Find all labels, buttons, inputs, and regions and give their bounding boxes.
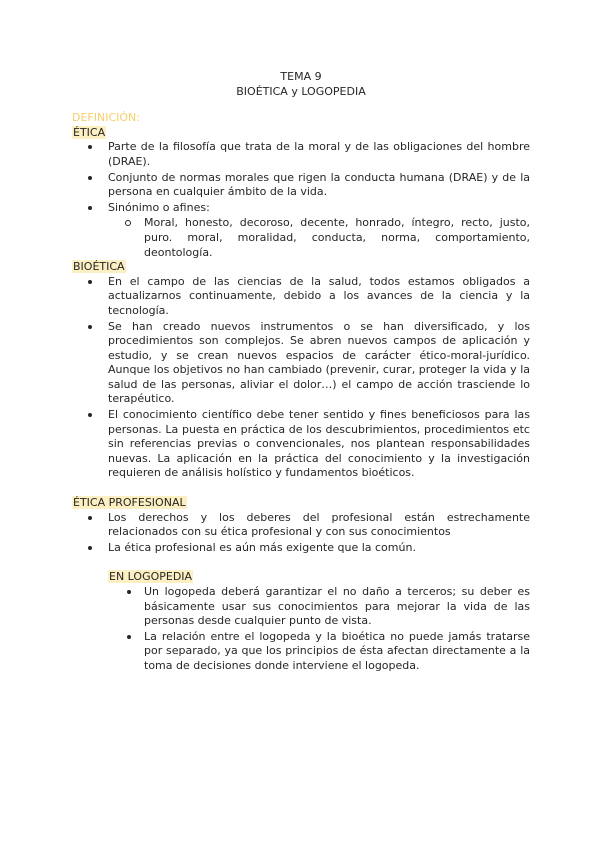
list-item: Parte de la filosofía que trata de la moral y de las obligaciones del hombre (DRAE).	[72, 140, 530, 169]
etica-heading-text: ÉTICA	[73, 125, 106, 139]
document-title: BIOÉTICA y LOGOPEDIA	[236, 84, 366, 98]
topic-number: TEMA 9	[280, 70, 322, 83]
spacer	[72, 556, 530, 570]
spacer	[72, 482, 530, 496]
section-heading-etica-profesional	[72, 496, 530, 511]
list-item: El conocimiento científico debe tener sentido y fines beneficiosos para las personas. La puesta en práctica de los descubrimientos, procedimientos etc sin referencias previas o convencionales, nos plantean responsabilidades nuevas. La aplicación en la práctica del conocimiento y la investigación requieren de análisis holístico y fundamentos bioéticos.	[72, 408, 530, 481]
list-item: La relación entre el logopeda y la bioética no puede jamás tratarse por separado, ya que los principios de ésta afectan directamente a la toma de decisiones donde interviene el logopeda.	[72, 630, 530, 674]
section-heading-en-logopedia	[72, 570, 530, 585]
en-logopedia-heading-text: EN LOGOPEDIA	[109, 570, 193, 584]
bioetica-list	[72, 275, 530, 481]
list-item: Un logopeda deberá garantizar el no daño a terceros; su deber es básicamente usar sus conocimientos para mejorar la vida de las personas desde cualquier punto de vista.	[72, 585, 530, 629]
etica-profesional-heading-text: ÉTICA PROFESIONAL	[73, 496, 186, 510]
en-logopedia-list	[72, 585, 530, 674]
definition-label: DEFINICIÓN:	[72, 111, 140, 125]
list-item: La ética profesional es aún más exigente que la común.	[72, 541, 530, 556]
list-item: Sinónimo o afines:	[72, 201, 530, 216]
title-block	[72, 70, 530, 99]
etica-list	[72, 140, 530, 215]
section-heading-etica	[72, 126, 530, 141]
bioetica-heading-text: BIOÉTICA	[73, 260, 125, 274]
list-item: Los derechos y los deberes del profesional están estrechamente relacionados con su ética profesional y con sus conocimientos	[72, 511, 530, 540]
etica-profesional-list	[72, 511, 530, 556]
section-heading-bioetica	[72, 260, 530, 275]
etica-sublist	[72, 216, 530, 260]
list-item: Conjunto de normas morales que rigen la conducta humana (DRAE) y de la persona en cualquier ámbito de la vida.	[72, 171, 530, 200]
sub-list-item: Moral, honesto, decoroso, decente, honrado, íntegro, recto, justo, puro. moral, moralidad, conducta, norma, comportamiento, deontología.	[72, 216, 530, 260]
list-item: En el campo de las ciencias de la salud, todos estamos obligados a actualizarnos continuamente, debido a los avances de la ciencia y la tecnología.	[72, 275, 530, 319]
list-item: Se han creado nuevos instrumentos o se han diversificado, y los procedimientos son complejos. Se abren nuevos campos de aplicación y estudio, y se crean nuevos espacios de carácter ético-moral-jurídico. Aunque los objetivos no han cambiado (prevenir, curar, proteger la vida y la salud de las personas, aliviar el dolor…) el campo de acción trasciende lo terapéutico.	[72, 320, 530, 408]
